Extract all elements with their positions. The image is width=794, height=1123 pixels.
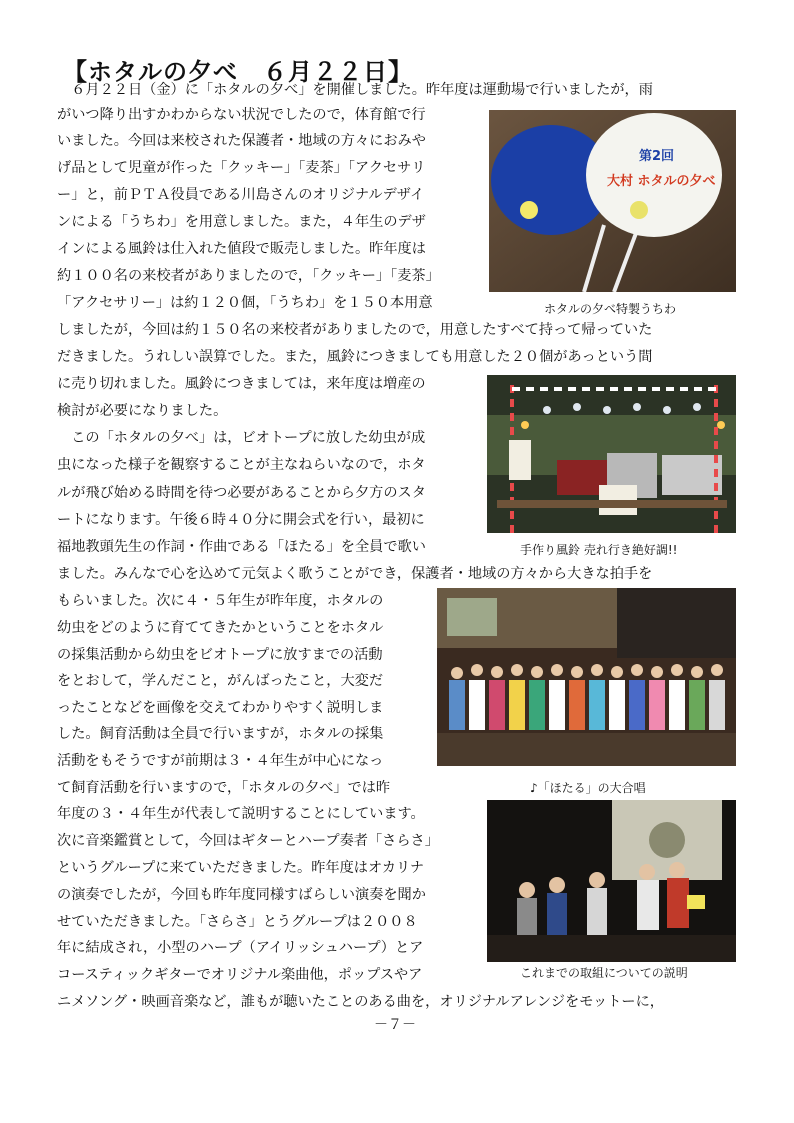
caption-chorus: ♪「ほたる」の大合唱 — [530, 781, 646, 795]
body-line: をとおして，学んだこと，がんばったこと，大変だ — [57, 673, 384, 689]
body-line: コースティックギターでオリジナル楽曲他，ポップスやア — [57, 967, 423, 983]
body-line: の採集活動から幼虫をビオトープに放すまでの活動 — [57, 647, 383, 663]
body-line: げ品として児童が作った「クッキー」「麦茶」「アクセサリ — [57, 160, 426, 176]
body-line: ったことなどを画像を交えてわかりやすく説明しま — [57, 700, 384, 716]
body-line: 「アクセサリー」は約１２０個，「うちわ」を１５０本用意 — [57, 295, 433, 311]
body-line: 検討が必要になりました。 — [57, 403, 228, 419]
caption-presentation: これまでの取組についての説明 — [520, 966, 688, 980]
body-line: ニメソング・映画音楽など，誰もが聴いたことのある曲を，オリジナルアレンジをモットーに， — [57, 994, 664, 1010]
body-line: ６月２２日（金）に「ホタルの夕べ」を開催しました。昨年度は運動場で行いましたが，雨 — [57, 82, 653, 98]
photo-windchimes — [487, 375, 736, 533]
body-line: だきました。うれしい誤算でした。また，風鈴につきましても用意した２０個があっという間 — [57, 349, 653, 365]
fans-illustration — [489, 110, 736, 292]
caption-fans: ホタルの夕べ特製うちわ — [544, 302, 677, 316]
body-line: した。飼育活動は全員で行いますが，ホタルの採集 — [57, 726, 384, 742]
caption-windchimes: 手作り風鈴 売れ行き絶好調!! — [520, 543, 678, 557]
windchimes-illustration — [487, 375, 736, 533]
photo-fans — [489, 110, 736, 292]
body-line: ー」と，前ＰＴＡ役員である川島さんのオリジナルデザイ — [57, 187, 425, 203]
fan-text-2: 大村 ホタルの夕べ — [607, 174, 716, 189]
body-line: 活動をもそうですが前期は３・４年生が中心になっ — [57, 753, 384, 769]
body-line: ました。みんなで心を込めて元気よく歌うことができ，保護者・地域の方々から大きな拍手を — [57, 566, 653, 582]
body-line: せていただきました。「さらさ」とうグループは２００８ — [57, 914, 418, 930]
body-line: の演奏でしたが，今回も昨年度同様すばらしい演奏を聞か — [57, 887, 426, 903]
body-line: 次に音楽鑑賞として，今回はギターとハープ奏者「さらさ」 — [57, 833, 439, 849]
body-line: しましたが，今回は約１５０名の来校者がありましたので，用意したすべて持って帰っていた — [57, 322, 653, 338]
body-line: ンによる「うちわ」を用意しました。また，４年生のデザ — [57, 214, 426, 230]
body-line: がいつ降り出すかわからない状況でしたので，体育館で行 — [57, 107, 426, 123]
body-line: 幼虫をどのように育ててきたかということをホタル — [57, 620, 384, 636]
body-line: 年に結成され，小型のハープ（アイリッシュハープ）とア — [57, 940, 424, 956]
photo-chorus — [437, 588, 736, 766]
photo-presentation — [487, 800, 736, 962]
page-number: －７－ — [374, 1017, 416, 1033]
body-line: 約１００名の来校者がありましたので，「クッキー」「麦茶」 — [57, 268, 440, 284]
presentation-illustration — [487, 800, 736, 962]
body-line: 福地教頭先生の作詞・作曲である「ほたる」を全員で歌い — [57, 539, 426, 555]
chorus-illustration — [437, 588, 736, 766]
body-line: ルが飛び始める時間を待つ必要があることから夕方のスタ — [57, 485, 426, 501]
body-line: 年度の３・４年生が代表して説明することにしています。 — [57, 806, 425, 822]
page-title: 【ホタルの夕べ ６月２２日】 — [63, 58, 413, 86]
fan-text-1: 第2回 — [639, 149, 675, 164]
body-line: この「ホタルの夕べ」は，ビオトープに放した幼虫が成 — [57, 430, 426, 446]
body-line: というグループに来ていただきました。昨年度はオカリナ — [57, 860, 425, 876]
body-line: て飼育活動を行いますので，「ホタルの夕べ」では昨 — [57, 780, 391, 796]
body-line: 虫になった様子を観察することが主なねらいなので，ホタ — [57, 457, 426, 473]
body-line: インによる風鈴は仕入れた値段で販売しました。昨年度は — [57, 241, 426, 257]
body-line: もらいました。次に４・５年生が昨年度，ホタルの — [57, 593, 384, 609]
body-line: いました。今回は来校された保護者・地域の方々におみや — [57, 133, 426, 149]
body-line: に売り切れました。風鈴につきましては，来年度は増産の — [57, 376, 426, 392]
body-line: ートになります。午後６時４０分に開会式を行い，最初に — [57, 512, 425, 528]
